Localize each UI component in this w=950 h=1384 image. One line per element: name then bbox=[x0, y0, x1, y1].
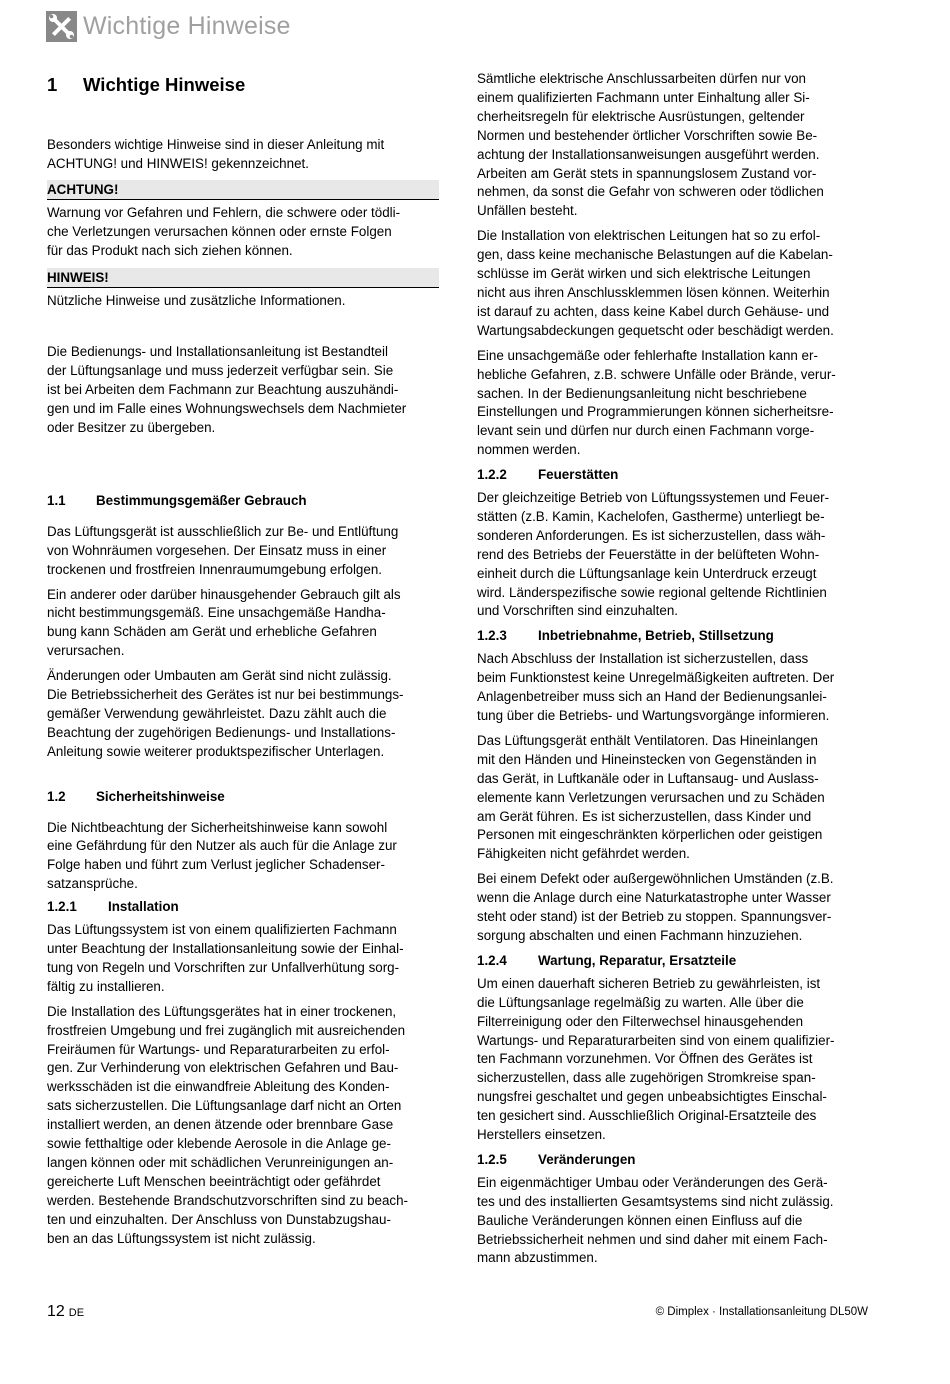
text-line: sachen. In der Bedienungsanleitung nicht beschriebene bbox=[477, 385, 807, 401]
section-title: Inbetriebnahme, Betrieb, Stillsetzung bbox=[538, 628, 774, 644]
text-line: das Gerät, in Luftkanäle oder in Luftansaug- und Auslass- bbox=[477, 770, 819, 786]
section-1-paragraph bbox=[47, 343, 439, 438]
footer-copyright: © Dimplex · Installationsanleitung DL50W bbox=[655, 1306, 868, 1318]
text-line: nicht aus ihren Anschlussklemmen lösen können. Weiterhin bbox=[477, 284, 830, 300]
text-line: Änderungen oder Umbauten am Gerät sind nicht zulässig. bbox=[47, 668, 392, 684]
text-line: gen, dass keine mechanische Belastungen auf die Kabelan- bbox=[477, 247, 833, 263]
intro-paragraph bbox=[47, 136, 439, 174]
text-line: einem qualifizierten Fachmann unter Einhaltung aller Si- bbox=[477, 89, 810, 105]
text-line: werksschäden ist die einwandfreie Ableitung des Konden- bbox=[47, 1079, 390, 1095]
text-line: tung über die Betriebs- und Wartungsvorgänge informieren. bbox=[477, 708, 830, 723]
text-line: Bei einem Defekt oder außergewöhnlichen Umständen (z.B. bbox=[477, 871, 834, 887]
text-line: gen und im Falle eines Wohnungswechsels dem Nachmieter bbox=[47, 401, 407, 417]
text-line: sorgung abschalten und einen Fachmann hinzuziehen. bbox=[477, 927, 803, 943]
text-line: steht oder stand) ist der Betrieb zu stoppen. Spannungsver- bbox=[477, 909, 832, 925]
section-number: 1.2 bbox=[47, 788, 66, 804]
text-line: tung von Regeln und Vorschriften zur Unfallverhütung sorg- bbox=[47, 959, 400, 975]
text-line: von Wohnräumen vorgesehen. Der Einsatz muss in einer bbox=[47, 542, 387, 558]
section-1-2-3-heading bbox=[477, 627, 868, 646]
text-line: rend des Betriebs der Feuerstätte in der belüfteten Wohn- bbox=[477, 546, 820, 562]
section-number: 1.1 bbox=[47, 492, 66, 508]
section-title: Wartung, Reparatur, Ersatzteile bbox=[538, 952, 737, 968]
text-line: Nach Abschluss der Installation ist sicherzustellen, dass bbox=[477, 651, 809, 667]
section-number: 1.2.3 bbox=[477, 628, 507, 644]
section-1-2-heading bbox=[47, 788, 439, 807]
text-line: werden. Bestehende Brandschutzvorschriften sind zu beach- bbox=[47, 1192, 409, 1208]
text-line: eine Gefährdung für den Nutzer als auch für die Anlage zur bbox=[47, 838, 397, 854]
text-line: Betriebssicherheit nehmen und sind daher mit einem Fach- bbox=[477, 1231, 828, 1247]
text-line: bung kann Schäden am Gerät und erhebliche Gefahren bbox=[47, 624, 377, 640]
text-line: sicherzustellen, dass alle zugehörigen Stromkreise span- bbox=[477, 1070, 816, 1086]
text-line: Sämtliche elektrische Anschlussarbeiten dürfen nur von bbox=[477, 71, 806, 86]
text-line: fältig zu installieren. bbox=[47, 978, 165, 994]
text-line: Herstellers einsetzen. bbox=[477, 1127, 606, 1143]
text-line: satzansprüche. bbox=[47, 876, 138, 892]
paragraph bbox=[477, 347, 868, 460]
paragraph bbox=[477, 227, 868, 340]
text-line: trockenen und frostfreien Innenraumumgebung erfolgen. bbox=[47, 561, 382, 577]
text-line: sats sicherzustellen. Die Lüftungsanlage darf nicht an Orten bbox=[47, 1098, 402, 1114]
text-line: Das Lüftungssystem ist von einem qualifizierten Fachmann bbox=[47, 922, 397, 938]
text-line: und Vorschriften sind einzuhalten. bbox=[477, 603, 678, 619]
text-line: nehmen, da sonst die Gefahr von schweren oder tödlichen bbox=[477, 184, 824, 200]
tools-icon bbox=[46, 11, 77, 42]
text-line: verursachen. bbox=[47, 643, 125, 659]
text-line: achtung der Installationsanweisungen ausgeführt werden. bbox=[477, 146, 820, 162]
hinweis-heading: HINWEIS! bbox=[47, 268, 439, 288]
text-line: wenn die Anlage durch eine Naturkatastrophe unter Wasser bbox=[477, 890, 831, 906]
text-line: nungsfrei geschaltet und gegen unbeabsichtigtes Einschal- bbox=[477, 1089, 827, 1105]
text-line: Die Betriebssicherheit des Gerätes ist nur bei bestimmungs- bbox=[47, 687, 404, 703]
text-line: Anleitung sowie weiterer produktspezifischer Unterlagen. bbox=[47, 743, 385, 759]
text-line: Unfällen besteht. bbox=[477, 203, 578, 219]
text-line: ten Fachmann vorzunehmen. Vor Öffnen des Gerätes ist bbox=[477, 1051, 813, 1067]
section-1-1-heading bbox=[47, 492, 439, 511]
achtung-text bbox=[47, 204, 439, 261]
text-line: gemäßer Verwendung gewährleistet. Dazu zählt auch die bbox=[47, 705, 387, 721]
text-line: elemente kann Verletzungen verursachen und zu Schäden bbox=[477, 789, 825, 805]
text-line: gereicherte Luft Menschen beeinträchtigt oder gefährdet bbox=[47, 1173, 381, 1189]
paragraph bbox=[47, 523, 439, 580]
paragraph bbox=[477, 870, 868, 946]
section-title: Installation bbox=[108, 899, 179, 915]
text-line: nommen werden. bbox=[477, 442, 581, 458]
text-line: Die Bedienungs- und Installationsanleitung ist Bestandteil bbox=[47, 344, 388, 360]
section-1-2-2-heading bbox=[477, 466, 868, 485]
text-line: Die Installation von elektrischen Leitungen hat so zu erfol- bbox=[477, 228, 821, 244]
section-title: Wichtige Hinweise bbox=[83, 74, 246, 95]
text-line: Einstellungen und Programmierungen können sicherheitsre- bbox=[477, 404, 834, 420]
text-line: Ein eigenmächtiger Umbau oder Veränderungen des Gerä- bbox=[477, 1174, 828, 1190]
text-line: ist darauf zu achten, dass keine Kabel durch Gehäuse- und bbox=[477, 303, 830, 319]
text-line: Um einen dauerhaft sicheren Betrieb zu gewährleisten, ist bbox=[477, 975, 821, 991]
text-line: Filterreinigung oder den Filterwechsel hinausgehenden bbox=[477, 1013, 804, 1029]
text-line: installiert werden, an denen ätzende oder brennbare Gase bbox=[47, 1117, 394, 1133]
section-1-2-4-heading bbox=[477, 952, 868, 971]
text-line: Eine unsachgemäße oder fehlerhafte Installation kann er- bbox=[477, 347, 818, 363]
section-number: 1.2.4 bbox=[477, 952, 507, 968]
paragraph bbox=[47, 1003, 439, 1249]
paragraph bbox=[477, 975, 868, 1145]
text-line: mit den Händen und Hineinstecken von Gegenständen in bbox=[477, 751, 817, 767]
text-line: cherheitsregeln für elektrische Ausrüstungen, geltender bbox=[477, 108, 805, 124]
text-line: langen können oder mit schädlichen Verunreinigungen an- bbox=[47, 1154, 394, 1170]
section-number: 1.2.2 bbox=[477, 467, 507, 483]
text-line: wird. Länderspezifische sowie regional geltende Richtlinien bbox=[477, 584, 827, 600]
text-line: gen. Zur Verhinderung von elektrischen Gefahren und Bau- bbox=[47, 1060, 399, 1076]
text-line: Folge haben und führt zum Verlust jeglicher Schadenser- bbox=[47, 857, 385, 873]
text-line: levant sein und dürfen nur durch einen Fachmann vorge- bbox=[477, 423, 815, 439]
section-1-heading bbox=[47, 76, 439, 95]
text-line: frostfreien Umgebung und frei zugänglich mit ausreichenden bbox=[47, 1022, 406, 1038]
text-line: ben an das Lüftungssystem ist nicht zulässig. bbox=[47, 1230, 316, 1246]
paragraph bbox=[47, 819, 439, 895]
text-line: Normen und bestehender örtlicher Vorschriften sowie Be- bbox=[477, 127, 818, 143]
text-line: Personen mit eingeschränkten körperlichen oder geistigen bbox=[477, 827, 823, 843]
section-1-2-1-heading bbox=[47, 898, 439, 917]
paragraph bbox=[477, 650, 868, 726]
text-line: schlüsse im Gerät wirken und sich elektrische Leitungen bbox=[477, 266, 811, 282]
paragraph bbox=[477, 732, 868, 864]
text-line: Bauliche Veränderungen können einen Einfluss auf die bbox=[477, 1212, 803, 1228]
paragraph bbox=[47, 586, 439, 662]
page-number-value: 12 bbox=[47, 1303, 65, 1320]
text-line: che Verletzungen verursachen können oder ernste Folgen bbox=[47, 223, 392, 239]
text-line: einheit durch die Lüftungsanlage kein Unterdruck erzeugt bbox=[477, 565, 817, 581]
text-line: stätten (z.B. Kamin, Kachelofen, Gastherme) unterliegt be- bbox=[477, 508, 825, 524]
text-line: oder Besitzer zu übergeben. bbox=[47, 419, 216, 435]
section-title: Feuerstätten bbox=[538, 467, 619, 483]
text-line: tes und des installierten Gesamtsystems sind nicht zulässig. bbox=[477, 1193, 834, 1209]
paragraph bbox=[477, 70, 868, 221]
text-line: ist bei Arbeiten dem Fachmann zur Beachtung auszuhändi- bbox=[47, 382, 399, 398]
text-line: Warnung vor Gefahren und Fehlern, die schwere oder tödli- bbox=[47, 204, 401, 220]
text-line: am Gerät führen. Es ist sicherzustellen, dass Kinder und bbox=[477, 808, 812, 824]
text-line: Die Nichtbeachtung der Sicherheitshinweise kann sowohl bbox=[47, 819, 388, 835]
section-number: 1.2.5 bbox=[477, 1151, 507, 1167]
section-title: Bestimmungsgemäßer Gebrauch bbox=[96, 492, 307, 508]
text-line: Nützliche Hinweise und zusätzliche Informationen. bbox=[47, 293, 346, 309]
text-line: Wartungsabdeckungen gequetscht oder beschädigt werden. bbox=[477, 322, 834, 338]
page-header bbox=[46, 10, 291, 42]
text-line: Besonders wichtige Hinweise sind in dieser Anleitung mit bbox=[47, 136, 385, 152]
text-line: Arbeiten am Gerät stets in spannungslosem Zustand vor- bbox=[477, 165, 817, 181]
text-line: ACHTUNG! und HINWEIS! gekennzeichnet. bbox=[47, 155, 309, 171]
text-line: Ein anderer oder darüber hinausgehender Gebrauch gilt als bbox=[47, 586, 401, 602]
paragraph bbox=[477, 1174, 868, 1269]
paragraph bbox=[47, 667, 439, 762]
left-column bbox=[47, 70, 439, 1255]
text-line: Das Lüftungsgerät enthält Ventilatoren. Das Hineinlangen bbox=[477, 732, 818, 748]
language-code: DE bbox=[68, 1307, 85, 1319]
text-line: Das Lüftungsgerät ist ausschließlich zur Be- und Entlüftung bbox=[47, 523, 399, 539]
section-title: Sicherheitshinweise bbox=[96, 788, 225, 804]
text-line: Wartungs- und Reparaturarbeiten sind von einem qualifizier- bbox=[477, 1032, 835, 1048]
text-line: Anlagenbetreiber muss sich an Hand der Bedienungsanlei- bbox=[477, 689, 827, 705]
text-line: unter Beachtung der Installationsanleitung sowie der Einhal- bbox=[47, 941, 404, 956]
paragraph bbox=[47, 921, 439, 997]
page-number bbox=[47, 1303, 84, 1321]
text-line: sonderen Anforderungen. Es ist sicherzustellen, dass wäh- bbox=[477, 527, 826, 543]
text-line: Beachtung der zugehörigen Bedienungs- und Installations- bbox=[47, 724, 396, 740]
text-line: hebliche Gefahren, z.B. schwere Unfälle oder Brände, verur- bbox=[477, 366, 836, 382]
right-column bbox=[477, 70, 868, 1274]
section-title: Veränderungen bbox=[538, 1151, 636, 1167]
hinweis-text bbox=[47, 292, 439, 311]
header-title: Wichtige Hinweise bbox=[83, 11, 291, 40]
section-number: 1 bbox=[47, 74, 58, 95]
text-line: nicht bestimmungsgemäß. Eine unsachgemäße Handha- bbox=[47, 605, 386, 621]
text-line: Fähigkeiten nicht gefährdet werden. bbox=[477, 846, 690, 862]
section-number: 1.2.1 bbox=[47, 899, 77, 915]
text-line: mann abzustimmen. bbox=[477, 1250, 598, 1266]
text-line: ten gesichert sind. Ausschließlich Original-Ersatzteile des bbox=[477, 1108, 817, 1124]
paragraph bbox=[477, 489, 868, 621]
text-line: ten und einzuhalten. Der Anschluss von Dunstabzugshau- bbox=[47, 1211, 391, 1227]
section-1-2-5-heading bbox=[477, 1151, 868, 1170]
text-line: Freiräumen für Wartungs- und Reparaturarbeiten zu erfol- bbox=[47, 1041, 390, 1057]
text-line: Die Installation des Lüftungsgerätes hat in einer trockenen, bbox=[47, 1003, 397, 1019]
text-line: der Lüftungsanlage und muss jederzeit verfügbar sein. Sie bbox=[47, 363, 394, 379]
text-line: für das Produkt nach sich ziehen können. bbox=[47, 242, 293, 258]
text-line: sowie fetthaltige oder klebende Aerosole in die Anlage ge- bbox=[47, 1136, 391, 1152]
text-line: die Lüftungsanlage regelmäßig zu warten. Alle über die bbox=[477, 994, 804, 1010]
text-line: beim Funktionstest keine Unregelmäßigkeiten auftreten. Der bbox=[477, 670, 835, 686]
achtung-heading: ACHTUNG! bbox=[47, 180, 439, 200]
text-line: Der gleichzeitige Betrieb von Lüftungssystemen und Feuer- bbox=[477, 490, 830, 506]
